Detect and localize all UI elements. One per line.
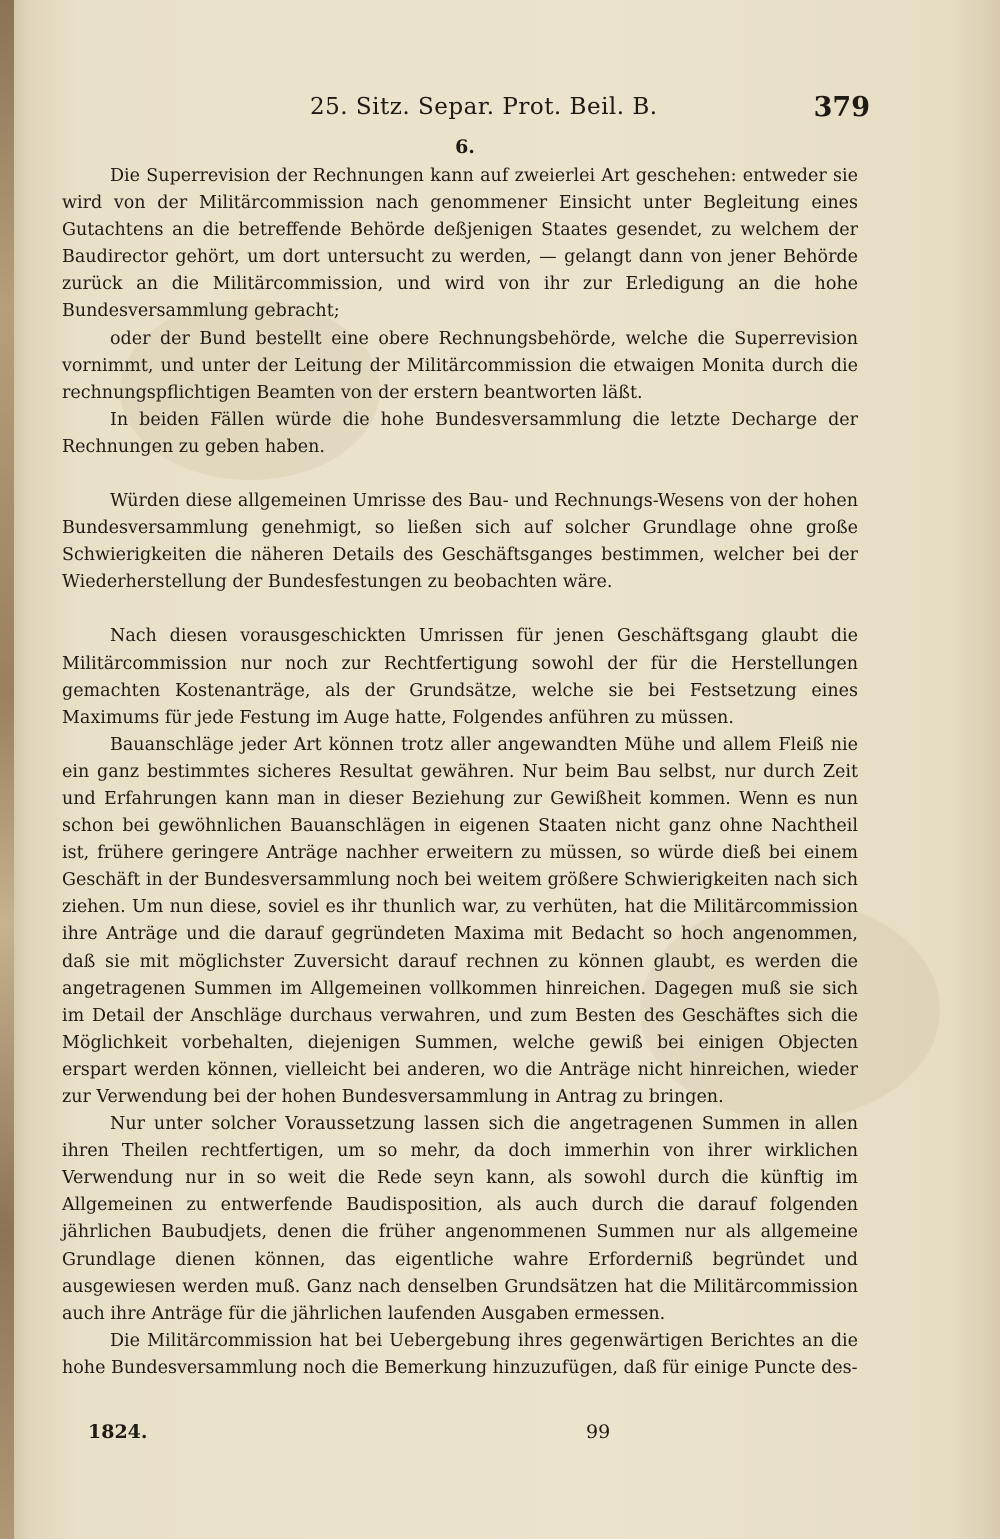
body-text <box>62 163 858 1382</box>
paragraph: Bauanschläge jeder Art können trotz aller angewandten Mühe und allem Fleiß nie ein ganz bestimmtes sicheres Resultat gewähren. Nur beim Bau selbst, nur durch Zeit und Erfahrungen kann man in dieser Beziehung zur Gewißheit kommen. Wenn es nun schon bei gewöhnlichen Bauanschlägen in eigenen Staaten nicht ganz ohne Nachtheil ist, frühere geringere Anträge nachher erweitern zu müssen, so würde dieß bei einem Geschäft in der Bundesversammlung noch bei weitem größere Schwierigkeiten nach sich ziehen. Um nun diese, soviel es ihr thunlich war, zu verhüten, hat die Militärcommission ihre Anträge und die darauf gegründeten Maxima mit Bedacht so hoch angenommen, daß sie mit möglichster Zuversicht darauf rechnen zu können glaubt, es werden die angetragenen Summen im Allgemeinen vollkommen hinreichen. Dagegen muß sie sich im Detail der Anschläge durchaus verwahren, und zum Besten des Geschäftes sich die Möglichkeit vorbehalten, diejenigen Summen, welche gewiß bei einigen Objecten erspart werden können, vielleicht bei anderen, wo die Anträge nicht hinreichen, wieder zur Verwendung bei der hohen Bundesversammlung in Antrag zu bringen. <box>62 734 858 1107</box>
paragraph: Nach diesen vorausgeschickten Umrissen für jenen Geschäftsgang glaubt die Militärcommission nur noch zur Rechtfertigung sowohl der für die Herstellungen gemachten Kostenanträge, als der Grundsätze, welche sie bei Festsetzung eines Maximums für jede Festung im Auge hatte, Folgendes anführen zu müssen. <box>62 626 858 728</box>
footer-year: 1824. <box>88 1421 148 1443</box>
page-number: 379 <box>813 92 870 123</box>
paragraph: Die Superrevision der Rechnungen kann auf zweierlei Art geschehen: entweder sie wird von der Militärcommission nach genommener Einsicht unter Begleitung eines Gutachtens an die betreffende Behörde deßjenigen Staates gesendet, zu welchem der Baudirector gehört, um dort untersucht zu werden, — gelangt dann von jener Behörde zurück an die Militärcommission, und wird von ihr zur Erledigung an die hohe Bundesversammlung gebracht; <box>62 166 858 322</box>
signature-mark: 99 <box>586 1421 611 1443</box>
section-number: 6. <box>455 136 475 158</box>
binding-edge <box>0 0 14 1539</box>
paragraph: In beiden Fällen würde die hohe Bundesversammlung die letzte Decharge der Rechnungen zu geben haben. <box>62 409 858 457</box>
paragraph: Würden diese allgemeinen Umrisse des Bau- und Rechnungs-Wesens von der hohen Bundesversammlung genehmigt, so ließen sich auf solcher Grundlage ohne große Schwierigkeiten die näheren Details des Geschäftsganges bestimmen, welcher bei der Wiederherstellung der Bundesfestungen zu beobachten wäre. <box>62 491 858 593</box>
paragraph: Die Militärcommission hat bei Uebergebung ihres gegenwärtigen Berichtes an die hohe Bundesversammlung noch die Bemerkung hinzuzufügen, daß für einige Puncte des- <box>62 1330 858 1378</box>
paragraph: Nur unter solcher Voraussetzung lassen sich die angetragenen Summen in allen ihren Theilen rechtfertigen, um so mehr, da doch immerhin von ihrer wirklichen Verwendung nur in so weit die Rede seyn kann, als sowohl durch die künftig im Allgemeinen zu entwerfende Baudisposition, als auch durch die darauf folgenden jährlichen Baubudjets, denen die früher angenommenen Summen nur als allgemeine Grundlage dienen können, das eigentliche wahre Erforderniß begründet und ausgewiesen werden muß. Ganz nach denselben Grundsätzen hat die Militärcommission auch ihre Anträge für die jährlichen laufenden Ausgaben ermessen. <box>62 1114 858 1324</box>
page-footer <box>88 1421 648 1447</box>
paragraph: oder der Bund bestellt eine obere Rechnungsbehörde, welche die Superrevision vornimmt, und unter der Leitung der Militärcommission die etwaigen Monita durch die rechnungspflichtigen Beamten von der erstern beantworten läßt. <box>62 328 858 403</box>
page-header <box>310 92 870 128</box>
running-title: 25. Sitz. Separ. Prot. Beil. B. <box>310 94 658 120</box>
